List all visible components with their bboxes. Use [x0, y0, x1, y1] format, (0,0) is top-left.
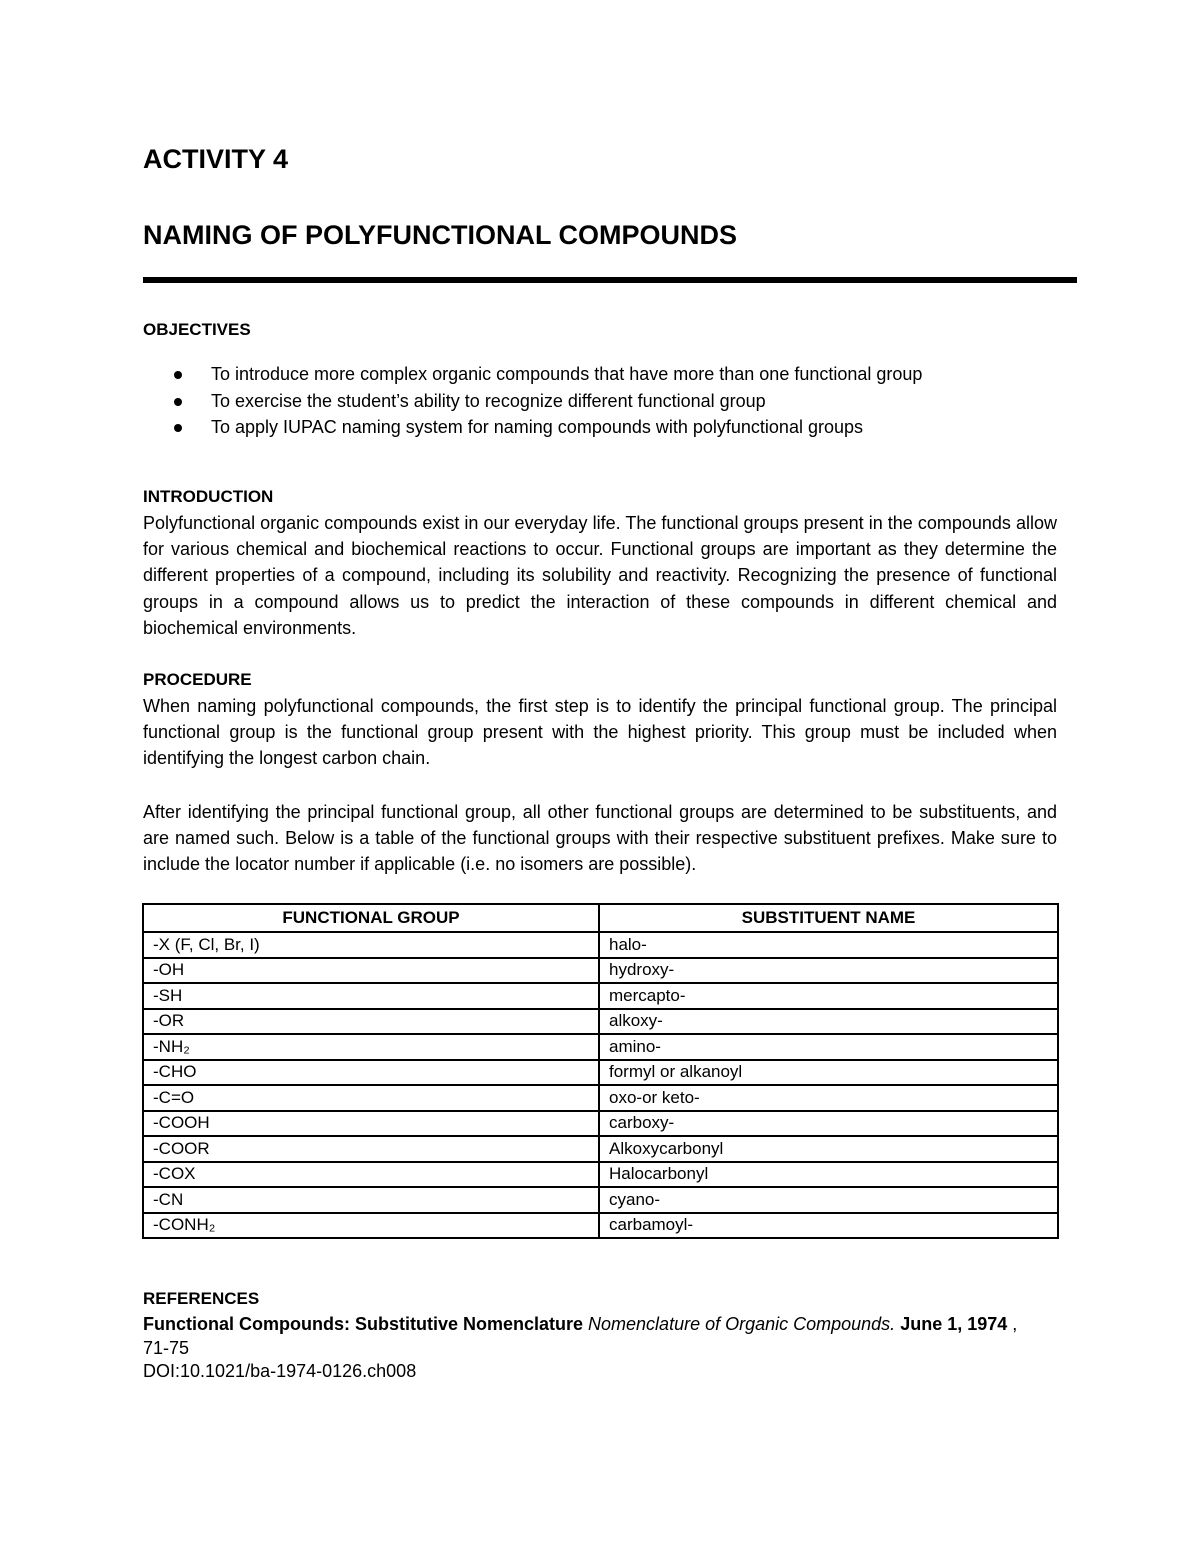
list-item: [143, 388, 922, 415]
reference-citation: [143, 1312, 1043, 1360]
introduction-heading: INTRODUCTION: [143, 487, 274, 506]
functional-group-cell: -COX: [143, 1162, 599, 1188]
functional-group-cell: -COOR: [143, 1136, 599, 1162]
objective-text: To introduce more complex organic compounds that have more than one functional group: [211, 364, 923, 384]
functional-group-cell: -SH: [143, 983, 599, 1009]
substituent-name-cell: carboxy-: [599, 1111, 1058, 1137]
list-item: [143, 361, 922, 388]
list-item: [143, 414, 922, 441]
objectives-heading: OBJECTIVES: [143, 320, 251, 339]
table-row: [143, 1009, 1058, 1035]
functional-group-table: [142, 903, 1059, 1239]
substituent-name-cell: amino-: [599, 1034, 1058, 1060]
substituent-name-cell: Alkoxycarbonyl: [599, 1136, 1058, 1162]
substituent-name-cell: mercapto-: [599, 983, 1058, 1009]
table-row: [143, 1111, 1058, 1137]
table-row: [143, 1187, 1058, 1213]
reference-date: June 1, 1974: [900, 1314, 1008, 1334]
substituent-name-cell: Halocarbonyl: [599, 1162, 1058, 1188]
procedure-paragraph-2: After identifying the principal functional group, all other functional groups are determined to be substituents, and are named such. Below is a table of the functional groups with their respective substituent prefixes. Make sure to include the locator number if applicable (i.e. no isomers are possible).: [143, 802, 1057, 875]
objective-text: To apply IUPAC naming system for naming compounds with polyfunctional groups: [211, 417, 863, 437]
table-row: [143, 1136, 1058, 1162]
page-title: NAMING OF POLYFUNCTIONAL COMPOUNDS: [143, 220, 738, 250]
bullet-icon: [174, 398, 182, 406]
reference-title: Functional Compounds: Substitutive Nomenclature: [143, 1314, 584, 1334]
functional-group-cell: -OH: [143, 958, 599, 984]
table-row: [143, 983, 1058, 1009]
functional-group-cell: -C=O: [143, 1085, 599, 1111]
substituent-name-cell: oxo-or keto-: [599, 1085, 1058, 1111]
objectives-list: [143, 361, 922, 441]
substituent-name-cell: alkoxy-: [599, 1009, 1058, 1035]
references-heading: REFERENCES: [143, 1289, 260, 1308]
functional-group-cell: -CONH₂: [143, 1213, 599, 1239]
table-row: [143, 1060, 1058, 1086]
bullet-icon: [174, 371, 182, 379]
functional-group-cell: -CN: [143, 1187, 599, 1213]
table-row: [143, 1213, 1058, 1239]
substituent-name-cell: halo-: [599, 932, 1058, 958]
substituent-name-cell: carbamoyl-: [599, 1213, 1058, 1239]
substituent-name-cell: cyano-: [599, 1187, 1058, 1213]
reference-pages: , 71-75: [143, 1314, 1018, 1358]
functional-group-cell: -CHO: [143, 1060, 599, 1086]
table-row: [143, 1085, 1058, 1111]
reference-doi: DOI:10.1021/ba-1974-0126.ch008: [143, 1361, 417, 1381]
substituent-name-cell: hydroxy-: [599, 958, 1058, 984]
bullet-icon: [174, 424, 182, 432]
substituent-name-cell: formyl or alkanoyl: [599, 1060, 1058, 1086]
table-row: [143, 958, 1058, 984]
reference-source: Nomenclature of Organic Compounds.: [588, 1314, 896, 1334]
functional-group-cell: -X (F, Cl, Br, I): [143, 932, 599, 958]
table-header-row: [143, 904, 1058, 932]
procedure-heading: PROCEDURE: [143, 670, 252, 689]
functional-group-cell: -COOH: [143, 1111, 599, 1137]
column-header: SUBSTITUENT NAME: [599, 904, 1058, 932]
table-row: [143, 1162, 1058, 1188]
title-divider: [143, 277, 1077, 283]
introduction-text: Polyfunctional organic compounds exist in our everyday life. The functional groups present in the compounds allow for various chemical and biochemical reactions to occur. Functional groups are important as they determine the different properties of a compound, including its solubility and reactivity. Recognizing the presence of functional groups in a compound allows us to predict the interaction of these compounds in different chemical and biochemical environments.: [143, 513, 1057, 638]
functional-group-cell: -OR: [143, 1009, 599, 1035]
table-row: [143, 932, 1058, 958]
table-row: [143, 1034, 1058, 1060]
functional-group-cell: -NH₂: [143, 1034, 599, 1060]
column-header: FUNCTIONAL GROUP: [143, 904, 599, 932]
procedure-paragraph-1: When naming polyfunctional compounds, the first step is to identify the principal functional group. The principal functional group is the functional group present with the highest priority. This group must be included when identifying the longest carbon chain.: [143, 696, 1057, 769]
objective-text: To exercise the student’s ability to recognize different functional group: [211, 390, 766, 411]
activity-heading: ACTIVITY 4: [143, 144, 289, 174]
